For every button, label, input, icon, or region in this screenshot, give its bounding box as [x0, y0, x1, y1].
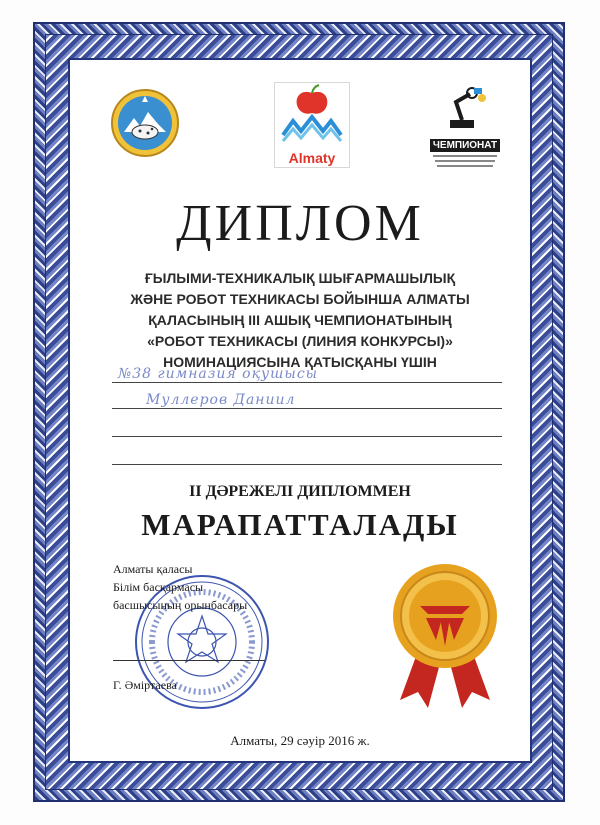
subtitle-line: ҒЫЛЫМИ-ТЕХНИКАЛЫҚ ШЫҒАРМАШЫЛЫҚ	[144, 270, 456, 286]
fill-line	[112, 408, 502, 409]
award-medal-icon	[380, 560, 510, 710]
recipient-name: Муллеров Даниил	[146, 392, 296, 408]
recipient-school: №38 гимназия оқушысы	[118, 366, 319, 382]
fill-line	[112, 436, 502, 437]
subtitle-line: ЖӘНЕ РОБОТ ТЕХНИКАСЫ БОЙЫНША АЛМАТЫ	[130, 291, 470, 307]
championship-logo	[430, 86, 500, 174]
subtitle-line: НОМИНАЦИЯСЫНА ҚАТЫСҚАНЫ ҮШІН	[163, 354, 437, 370]
almaty-logo-text: Almaty	[288, 150, 336, 166]
championship-caption-line	[433, 155, 497, 157]
championship-caption-line	[437, 165, 493, 167]
diploma-subtitle	[0, 268, 600, 373]
subtitle-line: «РОБОТ ТЕХНИКАСЫ (ЛИНИЯ КОНКУРСЫ)»	[147, 333, 453, 349]
subtitle-line: ҚАЛАСЫНЫҢ III АШЫҚ ЧЕМПИОНАТЫНЫҢ	[148, 312, 452, 328]
signer-name: Г. Әміртаева	[113, 678, 177, 692]
award-text: МАРАПАТТАЛАДЫ	[141, 507, 459, 542]
signature-line1: Алматы қаласы	[113, 562, 193, 576]
footer-date: Алматы, 29 сәуір 2016 ж.	[230, 733, 370, 748]
robot-arm-icon	[430, 86, 500, 134]
signature-line2: Білім басқармасы	[113, 580, 204, 594]
apple-logo-icon	[275, 83, 349, 145]
diploma-title: ДИПЛОМ	[176, 195, 424, 252]
championship-caption-line	[435, 160, 495, 162]
fill-line	[112, 382, 502, 383]
almaty-logo	[274, 82, 350, 168]
championship-label: ЧЕМПИОНАТ	[430, 139, 500, 152]
degree-text: II ДӘРЕЖЕЛІ ДИПЛОММЕН	[189, 483, 411, 500]
almaty-emblem-icon	[110, 88, 180, 158]
fill-line	[112, 464, 502, 465]
signature-line3: басшысының орынбасары	[113, 598, 248, 612]
signature-line	[113, 660, 265, 661]
